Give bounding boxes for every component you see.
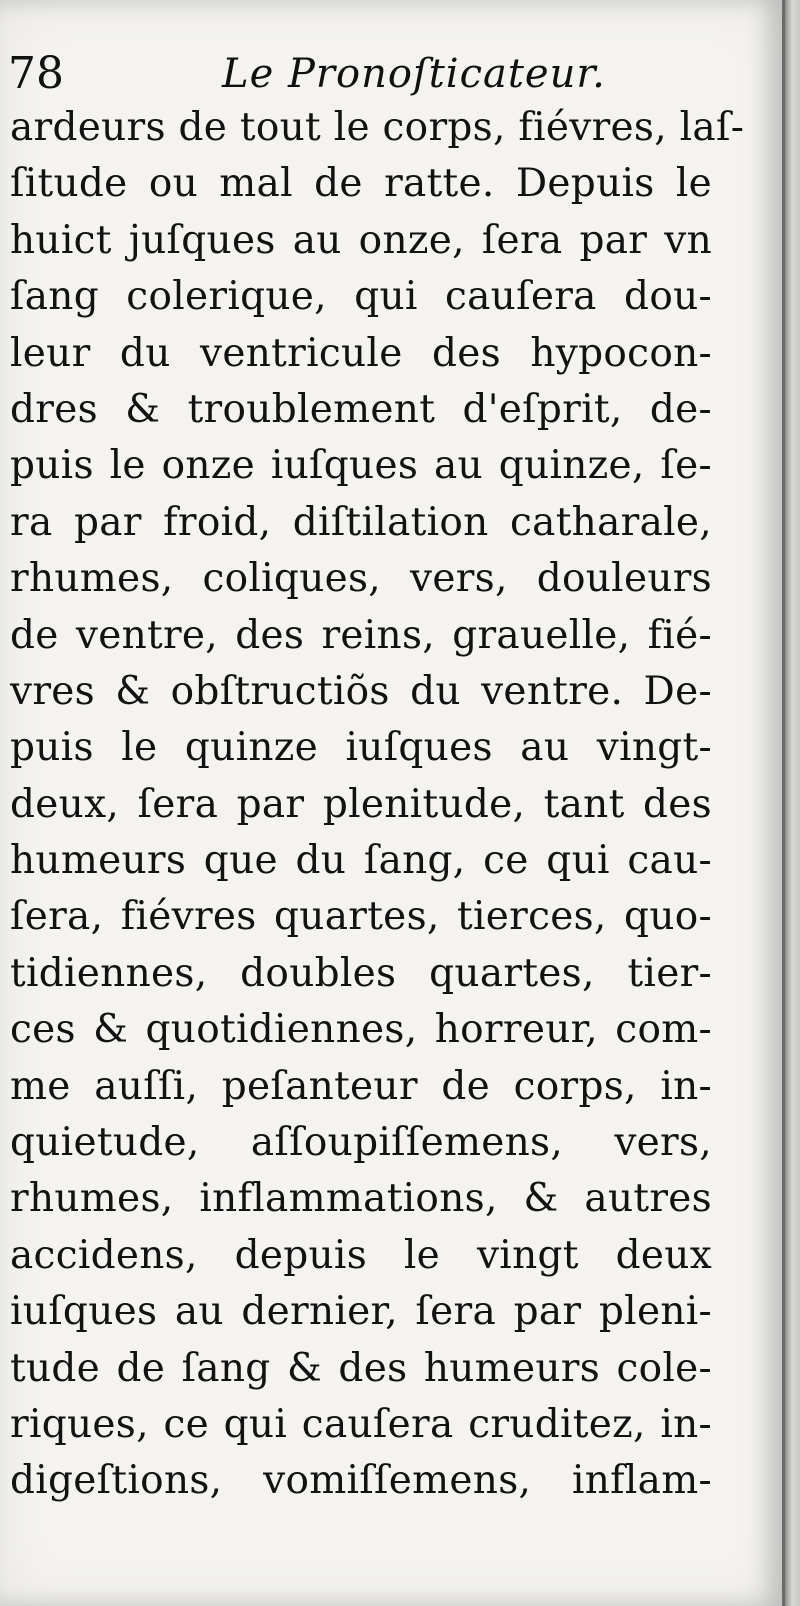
page-number: 78 <box>8 48 64 99</box>
page-header <box>8 44 708 104</box>
text-line: ces & quotidiennes, horreur, com- <box>10 1007 712 1053</box>
text-line: vres & obſtructiõs du ventre. De- <box>10 668 712 714</box>
text-line: leur du ventricule des hypocon- <box>10 330 712 376</box>
text-line: digeſtions, vomiſſemens, inflam- <box>10 1458 712 1504</box>
text-line: rhumes, coliques, vers, douleurs <box>10 556 712 602</box>
text-line: ſera, fiévres quartes, tierces, quo- <box>10 894 712 940</box>
text-line: puis le onze iuſques au quinze, ſe- <box>10 443 712 489</box>
text-line: ra par froid, diſtilation catharale, <box>10 499 712 545</box>
text-line: rhumes, inflammations, & autres <box>10 1176 712 1222</box>
running-title: Le Pronoſticateur. <box>222 51 606 97</box>
text-line: de ventre, des reins, grauelle, fié- <box>10 612 712 658</box>
text-line: accidens, depuis le vingt deux <box>10 1232 712 1278</box>
text-line: ſitude ou mal de ratte. Depuis le <box>10 161 712 207</box>
text-line: ardeurs de tout le corps, fiévres, laſ- <box>10 105 745 150</box>
text-line: huict juſques au onze, ſera par vn <box>10 217 712 263</box>
text-line: tidiennes, doubles quartes, tier- <box>10 950 712 996</box>
text-line: puis le quinze iuſques au vingt- <box>10 725 712 771</box>
text-line: riques, ce qui cauſera cruditez, in- <box>10 1401 712 1447</box>
text-line: iuſques au dernier, ſera par pleni- <box>10 1289 712 1335</box>
text-line: me auſſi, peſanteur de corps, in- <box>10 1063 712 1109</box>
text-line: humeurs que du ſang, ce qui cau- <box>10 838 712 884</box>
text-line: deux, ſera par plenitude, tant des <box>10 781 712 827</box>
text-line: ſang colerique, qui cauſera dou- <box>10 274 712 320</box>
text-line: tude de ſang & des humeurs cole- <box>10 1345 712 1391</box>
body-text <box>10 100 745 1510</box>
text-line: dres & troublement d'eſprit, de- <box>10 386 712 432</box>
page-edge <box>785 0 800 1606</box>
text-line: quietude, aſſoupiſſemens, vers, <box>10 1120 712 1166</box>
